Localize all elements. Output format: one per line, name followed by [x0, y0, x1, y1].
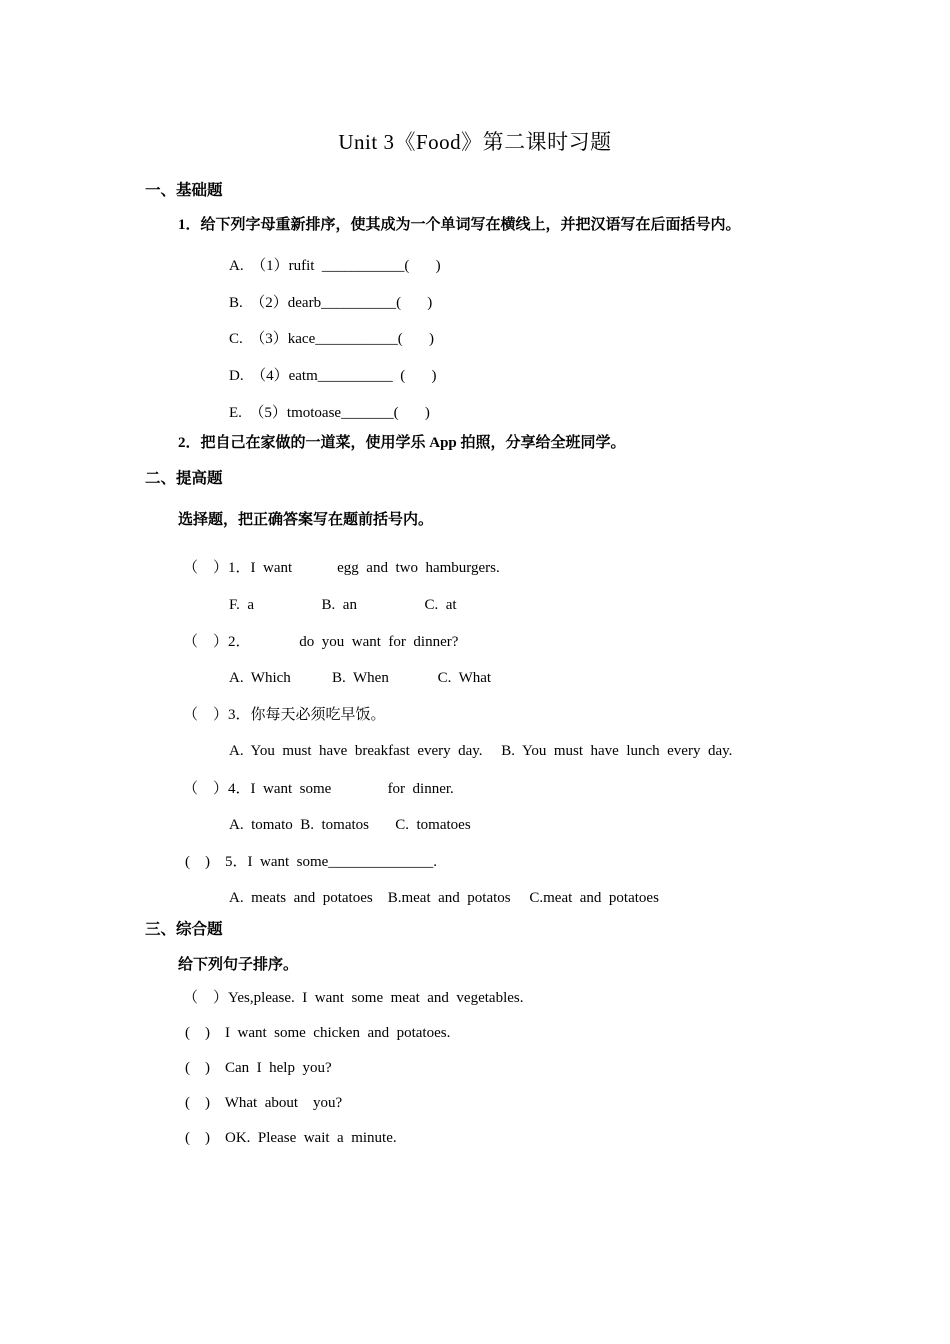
choice-question-3: （ ）3．你每天必须吃早饭。 [183, 707, 386, 723]
unscramble-item-c: C. （3）kace___________( ) [229, 331, 434, 347]
choice-options-1: F. a B. an C. at [229, 597, 457, 613]
choice-options-2: A. Which B. When C. What [229, 670, 492, 686]
section-heading-comprehensive: 三、综合题 [145, 921, 223, 938]
choice-options-4: A. tomato B. tomatos C. tomatoes [229, 817, 471, 833]
choice-question-5: ( ) 5．I want some______________. [185, 854, 438, 870]
unscramble-item-d: D. （4）eatm__________ ( ) [229, 368, 437, 384]
question-1-prompt: 1．给下列字母重新排序，使其成为一个单词写在横线上，并把汉语写在后面括号内。 [178, 217, 741, 233]
unscramble-item-e: E. （5）tmotoase_______( ) [229, 405, 430, 421]
choice-question-4: （ ）4．I want some for dinner. [183, 781, 454, 797]
ordering-sentence-4: ( ) What about you? [185, 1095, 343, 1111]
ordering-sentence-2: ( ) I want some chicken and potatoes. [185, 1025, 451, 1041]
section-heading-basic: 一、基础题 [145, 182, 223, 199]
choice-instruction: 选择题，把正确答案写在题前括号内。 [178, 512, 434, 528]
question-2-prompt: 2．把自己在家做的一道菜，使用学乐 App 拍照，分享给全班同学。 [178, 435, 626, 451]
page-title: Unit 3《Food》第二课时习题 [338, 130, 612, 154]
choice-options-5: A. meats and potatoes B.meat and potatos C.meat and potatoes [229, 890, 659, 906]
ordering-sentence-3: ( ) Can I help you? [185, 1060, 332, 1076]
section-heading-advanced: 二、提高题 [145, 470, 223, 487]
choice-options-3: A. You must have breakfast every day. B. You must have lunch every day. [229, 743, 733, 759]
ordering-instruction: 给下列句子排序。 [178, 957, 299, 973]
ordering-sentence-1: （ ）Yes,please. I want some meat and vegetables. [183, 990, 524, 1006]
unscramble-item-a: A. （1）rufit ___________( ) [229, 258, 441, 274]
choice-question-2: （ ）2． do you want for dinner? [183, 634, 459, 650]
ordering-sentence-5: ( ) OK. Please wait a minute. [185, 1130, 397, 1146]
choice-question-1: （ ）1．I want egg and two hamburgers. [183, 560, 500, 576]
unscramble-item-b: B. （2）dearb__________( ) [229, 295, 433, 311]
